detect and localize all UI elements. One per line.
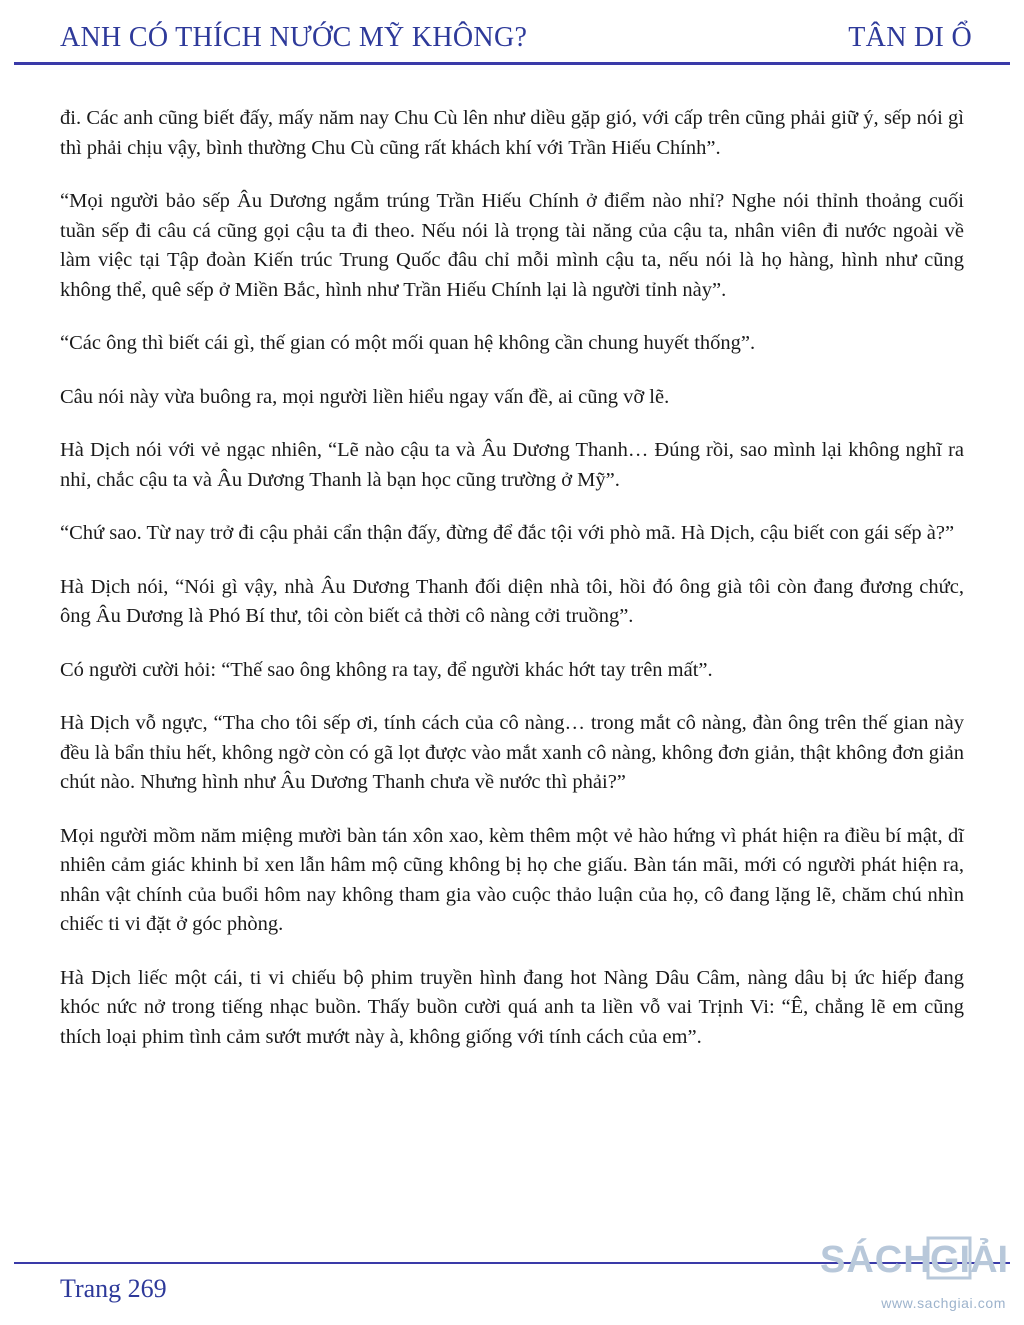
paragraph: Câu nói này vừa buông ra, mọi người liền hiểu ngay vấn đề, ai cũng vỡ lẽ. [60, 385, 670, 408]
watermark-url: www.sachgiai.com [881, 1295, 1006, 1311]
svg-text:SÁCH: SÁCH [820, 1239, 932, 1281]
author-name: TÂN DI Ổ [848, 22, 972, 53]
svg-text:GIẢI: GIẢI [930, 1239, 1009, 1281]
paragraph: “Mọi người bảo sếp Âu Dương ngắm trúng Trần Hiếu Chính ở điểm nào nhỉ? Nghe nói thỉnh thoảng cuối tuần sếp đi câu cá cũng gọi cậu ta đi theo. Nếu nói là trọng tài năng của cậu ta, nhân viên đi nước ngoài về làm việc tại Tập đoàn Kiến trúc Trung Quốc đâu chỉ mỗi mình cậu ta, nếu nói là họ hàng, hình như cũng không thể, quê sếp ở Miền Bắc, hình như Trần Hiếu Chính lại là người tỉnh này”. [60, 190, 964, 301]
paragraph: Hà Dịch liếc một cái, ti vi chiếu bộ phim truyền hình đang hot Nàng Dâu Câm, nàng dâu bị ức hiếp đang khóc nức nở trong tiếng nhạc buồn. Thấy buồn cười quá anh ta liền vỗ vai Trịnh Vi: “Ê, chẳng lẽ em cũng thích loại phim tình cảm sướt mướt này à, không giống với tính cách của em”. [60, 966, 964, 1048]
watermark-logo [816, 1232, 1016, 1282]
paragraph: Hà Dịch nói với vẻ ngạc nhiên, “Lẽ nào cậu ta và Âu Dương Thanh… Đúng rồi, sao mình lại không nghĩ ra nhỉ, chắc cậu ta và Âu Dương Thanh là bạn học cũng trường ở Mỹ”. [60, 439, 964, 491]
page-number: Trang 269 [60, 1274, 167, 1303]
paragraph: “Các ông thì biết cái gì, thế gian có một mối quan hệ không cần chung huyết thống”. [60, 332, 756, 354]
paragraph: Hà Dịch vỗ ngực, “Tha cho tôi sếp ơi, tính cách của cô nàng… trong mắt cô nàng, đàn ông trên thế gian này đều là bẩn thỉu hết, không ngờ còn có gã lọt được vào mắt xanh cô nàng, không đơn giản, thật không đơn giản chút nào. Nhưng hình như Âu Dương Thanh chưa về nước thì phải?” [60, 712, 964, 793]
page-body [60, 104, 964, 1076]
paragraph: Mọi người mồm năm miệng mười bàn tán xôn xao, kèm thêm một vẻ hào hứng vì phát hiện ra điều bí mật, dĩ nhiên cảm giác khinh bỉ xen lẫn hâm mộ cũng không bị họ che giấu. Bàn tán mãi, mới có người phát hiện ra, nhân vật chính của buổi hôm nay không tham gia vào cuộc thảo luận của họ, cô đang lặng lẽ, chăm chú nhìn chiếc ti vi đặt ở góc phòng. [60, 824, 964, 935]
paragraph: “Chứ sao. Từ nay trở đi cậu phải cẩn thận đấy, đừng để đắc tội với phò mã. Hà Dịch, cậu biết con gái sếp à?” [60, 522, 955, 544]
header-divider [14, 62, 1010, 65]
book-title: ANH CÓ THÍCH NƯỚC MỸ KHÔNG? [60, 22, 528, 53]
paragraph: đi. Các anh cũng biết đấy, mấy năm nay Chu Cù lên như diều gặp gió, với cấp trên cũng phải giữ ý, sếp nói gì thì phải chịu vậy, bình thường Chu Cù cũng rất khách khí với Trần Hiếu Chính”. [60, 107, 964, 159]
paragraph: Có người cười hỏi: “Thế sao ông không ra tay, để người khác hớt tay trên mất”. [60, 658, 713, 681]
paragraph: Hà Dịch nói, “Nói gì vậy, nhà Âu Dương Thanh đối diện nhà tôi, hồi đó ông già tôi còn đang đương chức, ông Âu Dương là Phó Bí thư, tôi còn biết cả thời cô nàng cởi truồng”. [60, 575, 964, 627]
